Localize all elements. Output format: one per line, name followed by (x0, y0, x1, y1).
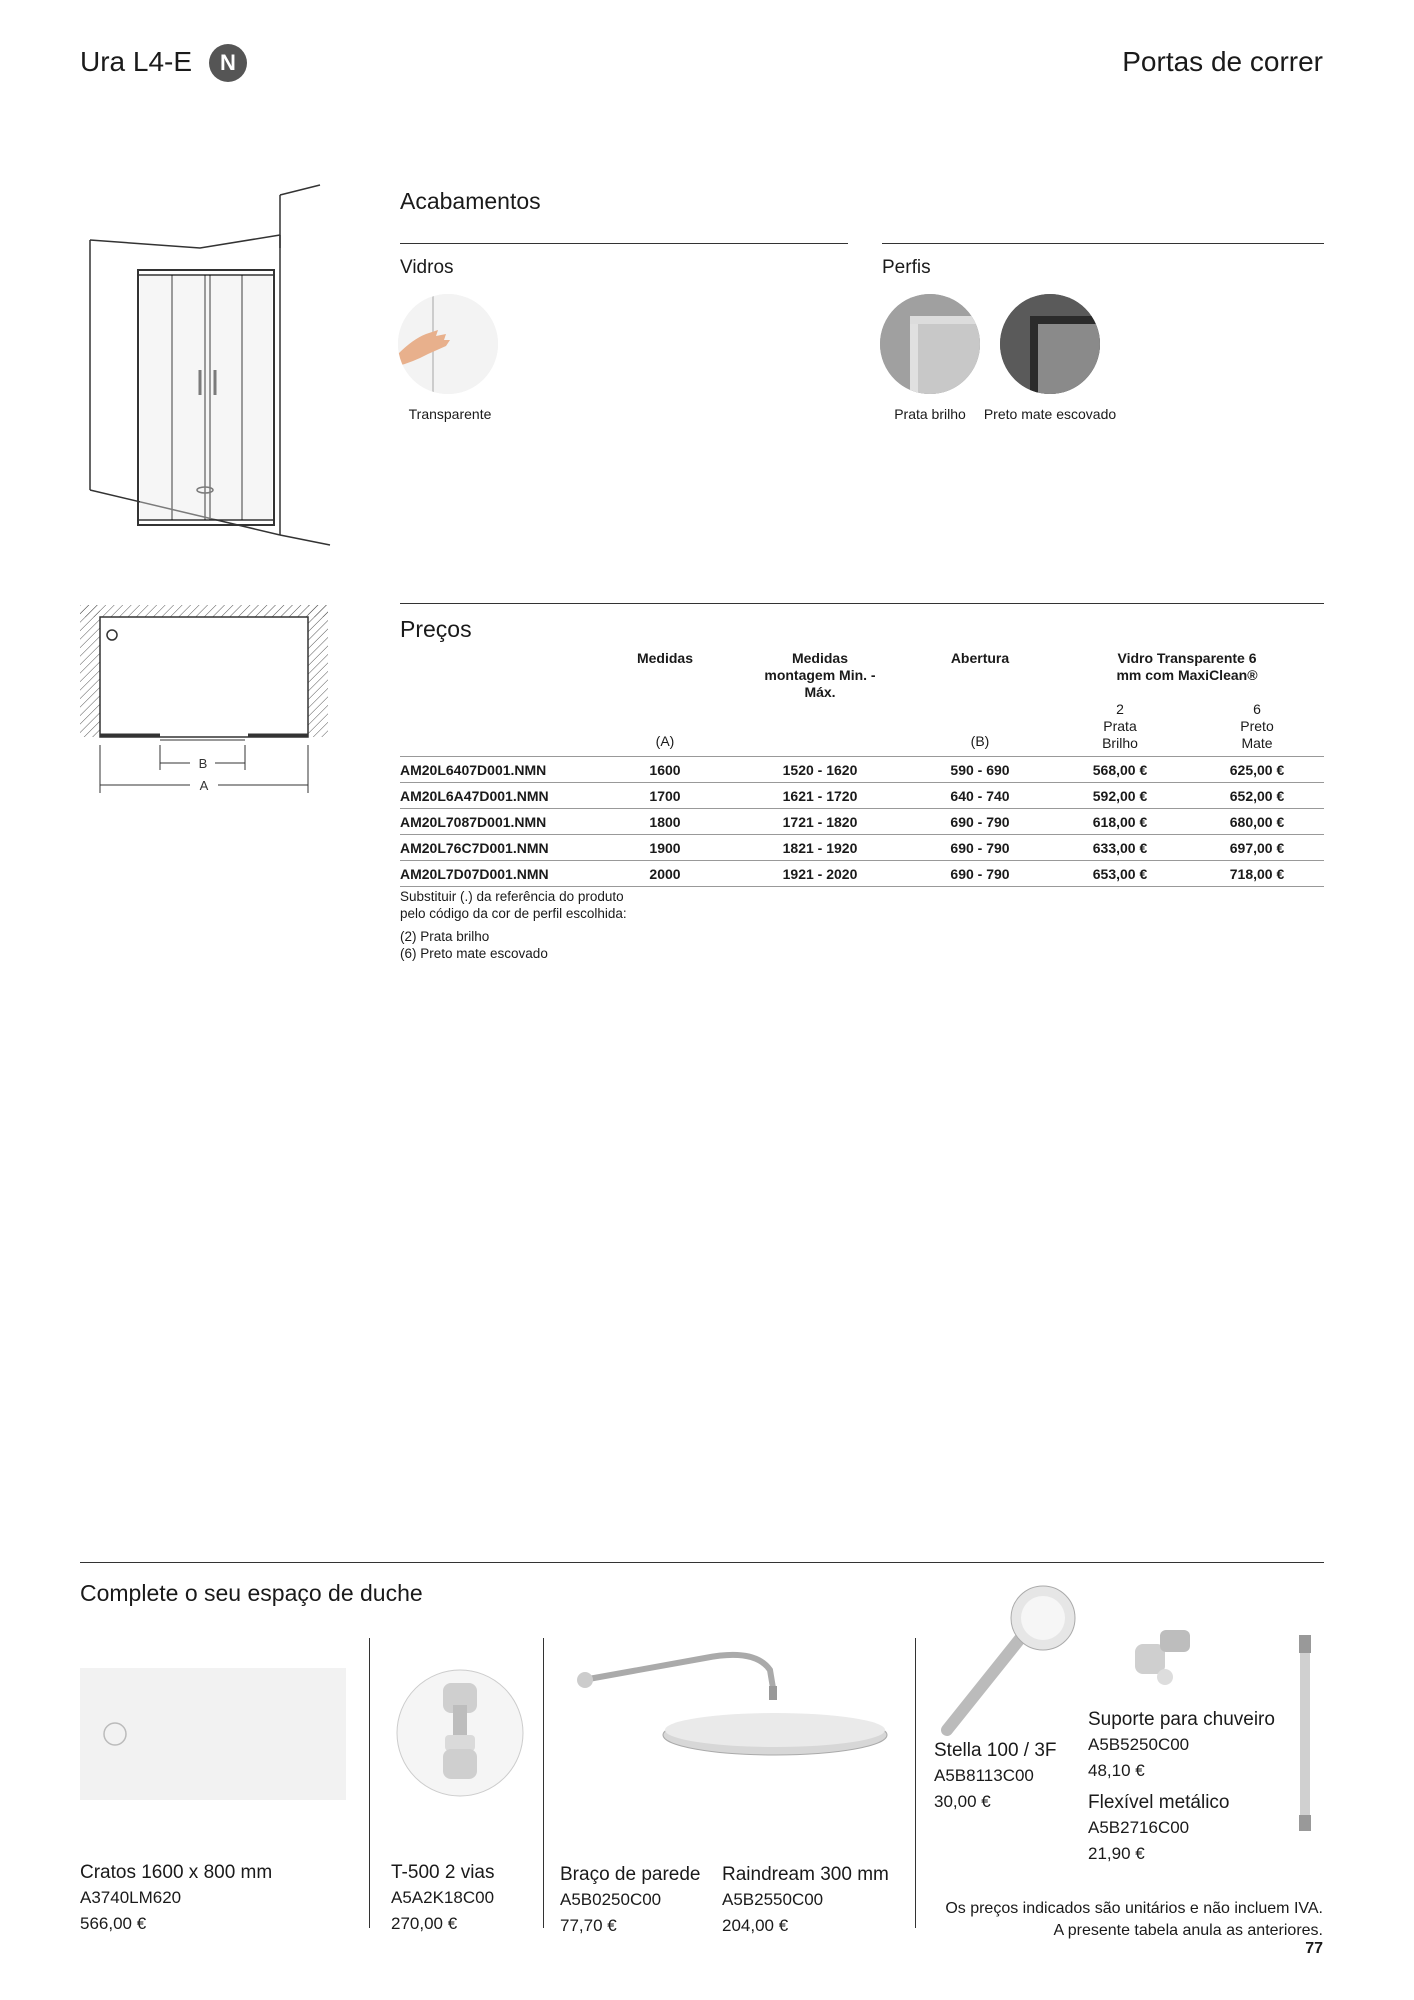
product-raindream (722, 1864, 889, 1936)
swatch-preto-mate (1000, 294, 1100, 394)
finishes-title: Acabamentos (400, 188, 541, 214)
product-code: A5B2550C00 (722, 1890, 824, 1909)
footer-note-line: A presente tabela anula as anteriores. (1053, 1922, 1323, 1939)
row-size: 2000 (600, 861, 730, 887)
product-price: 48,10 € (1088, 1761, 1145, 1780)
product-wall-arm (560, 1864, 701, 1936)
product-title: Ura L4-E (80, 46, 193, 77)
row-price-6: 680,00 € (1190, 809, 1324, 835)
product-name: Cratos 1600 x 800 mm (80, 1862, 273, 1883)
row-opening: 690 - 790 (910, 809, 1050, 835)
complete-title: Complete o seu espaço de duche (80, 1580, 423, 1606)
row-size: 1600 (600, 757, 730, 783)
prices-title: Preços (400, 616, 472, 642)
col-opening: Abertura (950, 650, 1010, 666)
product-name: Flexível metálico (1088, 1792, 1230, 1813)
shower-holder-image (1125, 1622, 1205, 1692)
col-finish-6: 6 Preto Mate (1240, 701, 1274, 751)
row-mount: 1921 - 2020 (730, 861, 910, 887)
product-cratos (80, 1862, 272, 1934)
glass-label: Vidros (400, 257, 454, 278)
col-opening-unit: (B) (970, 733, 990, 749)
note-line: (2) Prata brilho (400, 929, 490, 944)
note-line: pelo código da cor de perfil escolhida: (400, 906, 627, 921)
dimension-a-label: A (199, 778, 209, 793)
col-finish-2: 2 Prata Brilho (1102, 701, 1138, 751)
product-code: A5B2716C00 (1088, 1818, 1190, 1837)
row-mount: 1721 - 1820 (730, 809, 910, 835)
silver-profile-icon (880, 294, 980, 394)
product-price: 204,00 € (722, 1916, 789, 1935)
shower-tray-image (80, 1668, 346, 1800)
product-code: A3740LM620 (80, 1888, 182, 1907)
swatch-transparente (398, 294, 498, 394)
row-price-6: 718,00 € (1190, 861, 1324, 887)
swatch-transparente-label: Transparente (408, 406, 492, 422)
product-name: Braço de parede (560, 1864, 701, 1885)
product-price: 21,90 € (1088, 1844, 1145, 1863)
rain-shower-image (575, 1640, 895, 1760)
row-price-2: 653,00 € (1050, 861, 1190, 887)
hand-shower-image (935, 1580, 1085, 1740)
row-price-2: 633,00 € (1050, 835, 1190, 861)
complete-rule (80, 1562, 1324, 1563)
row-price-6: 697,00 € (1190, 835, 1324, 861)
row-opening: 640 - 740 (910, 783, 1050, 809)
profiles-label: Perfis (882, 257, 931, 278)
product-holder (1088, 1709, 1275, 1781)
row-size: 1900 (600, 835, 730, 861)
row-opening: 590 - 690 (910, 757, 1050, 783)
hand-glass-icon (398, 294, 498, 394)
product-price: 566,00 € (80, 1914, 147, 1933)
metal-hose-image (1285, 1635, 1325, 1835)
product-name: T-500 2 vias (391, 1862, 495, 1883)
row-code: AM20L76C7D001.NMN (400, 835, 600, 861)
table-row (400, 809, 1324, 835)
product-name: Suporte para chuveiro (1088, 1709, 1275, 1730)
product-t500 (391, 1862, 495, 1934)
product-code: A5A2K18C00 (391, 1888, 495, 1907)
divider (369, 1638, 370, 1928)
product-code: A5B8113C00 (934, 1766, 1034, 1785)
price-notes (400, 888, 627, 962)
table-row (400, 783, 1324, 809)
swatch-prata-brilho (880, 294, 980, 394)
section-title: Portas de correr (1122, 46, 1323, 77)
dimension-b-label: B (198, 756, 208, 771)
product-price: 270,00 € (391, 1914, 458, 1933)
shower-perspective-illustration (80, 180, 340, 550)
product-price: 77,70 € (560, 1916, 617, 1935)
prices-table (400, 650, 1324, 887)
black-profile-icon (1000, 294, 1100, 394)
swatch-preto-mate-label: Preto mate escovado (983, 406, 1117, 422)
product-stella (934, 1740, 1057, 1812)
row-mount: 1520 - 1620 (730, 757, 910, 783)
new-badge: N (209, 44, 247, 82)
row-code: AM20L6A47D001.NMN (400, 783, 600, 809)
row-size: 1700 (600, 783, 730, 809)
row-price-6: 652,00 € (1190, 783, 1324, 809)
table-row (400, 835, 1324, 861)
col-glass: Vidro Transparente 6 mm com MaxiClean® (1116, 650, 1258, 683)
page-number: 77 (1305, 1940, 1323, 1957)
row-price-2: 568,00 € (1050, 757, 1190, 783)
row-price-2: 618,00 € (1050, 809, 1190, 835)
plan-dimension-diagram (80, 605, 330, 805)
row-code: AM20L7D07D001.NMN (400, 861, 600, 887)
product-price: 30,00 € (934, 1792, 991, 1811)
row-size: 1800 (600, 809, 730, 835)
note-line: Substituir (.) da referência do produto (400, 889, 624, 904)
table-row (400, 861, 1324, 887)
product-code: A5B0250C00 (560, 1890, 662, 1909)
table-row (400, 757, 1324, 783)
divider (915, 1638, 916, 1928)
row-price-6: 625,00 € (1190, 757, 1324, 783)
row-code: AM20L6407D001.NMN (400, 757, 600, 783)
product-hose (1088, 1792, 1230, 1864)
footer-note-line: Os preços indicados são unitários e não incluem IVA. (945, 1900, 1323, 1917)
footer-note (945, 1898, 1323, 1942)
col-measures-unit: (A) (655, 733, 675, 749)
row-code: AM20L7087D001.NMN (400, 809, 600, 835)
col-mounting: Medidas montagem Min. - Máx. (764, 650, 876, 700)
product-code: A5B5250C00 (1088, 1735, 1190, 1754)
product-name: Raindream 300 mm (722, 1864, 889, 1885)
row-mount: 1621 - 1720 (730, 783, 910, 809)
finishes-rule-glass (400, 243, 848, 244)
row-mount: 1821 - 1920 (730, 835, 910, 861)
row-price-2: 592,00 € (1050, 783, 1190, 809)
prices-rule (400, 603, 1324, 604)
divider (543, 1638, 544, 1928)
row-opening: 690 - 790 (910, 861, 1050, 887)
note-line: (6) Preto mate escovado (400, 946, 548, 961)
swatch-prata-brilho-label: Prata brilho (894, 406, 966, 422)
finishes-rule-profiles (882, 243, 1324, 244)
row-opening: 690 - 790 (910, 835, 1050, 861)
product-name: Stella 100 / 3F (934, 1740, 1057, 1761)
thermostat-image (395, 1665, 525, 1805)
col-measures: Medidas (636, 650, 693, 666)
